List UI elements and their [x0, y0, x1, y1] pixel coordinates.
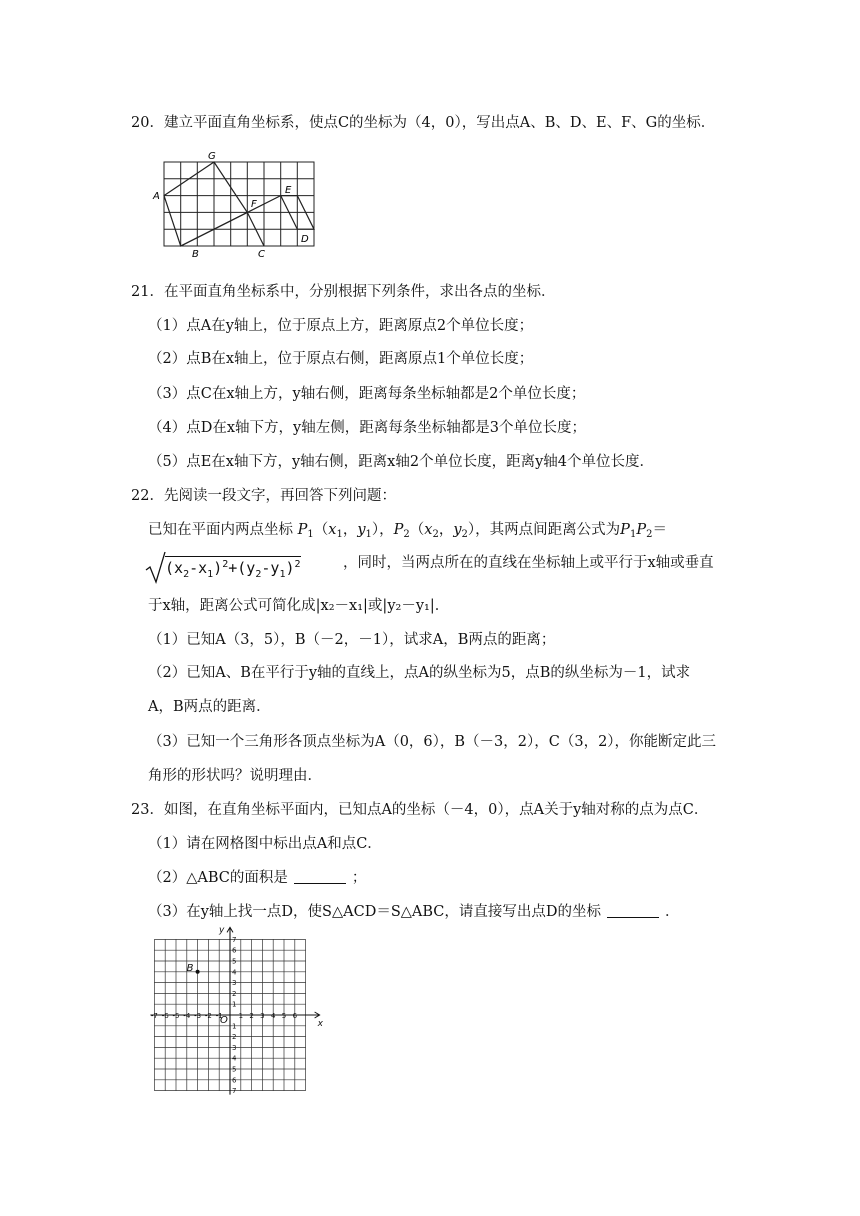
x-tick-label: 5 [281, 1012, 287, 1020]
y-tick-label: 4 [232, 1054, 237, 1063]
y-axis-label: y [219, 925, 225, 936]
q20-stem: 20．建立平面直角坐标系，使点C的坐标为（4，0），写出点A、B、D、E、F、G的坐标． [131, 115, 716, 131]
q23-item-2-text: （2）△ABC的面积是 [148, 870, 288, 886]
q21-item-3: （3）点C在x轴上方，y轴右侧，距离每条坐标轴都是2个单位长度； [148, 386, 586, 402]
q20-label-g: G [208, 151, 216, 162]
y-tick-label: 2 [232, 989, 237, 998]
point-b [196, 970, 200, 974]
y-tick-label: 7 [232, 935, 237, 944]
x-tick-label: -2 [204, 1012, 212, 1020]
q23-answer-blank-area[interactable] [294, 869, 346, 884]
origin-label: O [220, 1015, 228, 1026]
q22-intro-line1: 已知在平面内两点坐标 $P_1(x_1$，$y_1$），$P_2(x_2$，$y_2$），其两点间距离公式为$P_1P_2=$ [148, 522, 667, 540]
q22-intro-b: ，其两点间距离公式为 [475, 522, 621, 538]
q20-label-c: C [258, 249, 265, 260]
q20-label-f: F [251, 199, 257, 210]
q23-item-2 [148, 868, 366, 888]
q21-stem: 21．在平面直角坐标系中，分别根据下列条件，求出各点的坐标． [131, 284, 556, 300]
y-tick-label: 4 [232, 968, 237, 977]
x-tick-label: 2 [249, 1012, 254, 1020]
q20-label-e: E [285, 185, 292, 196]
x-tick-label: 1 [238, 1012, 244, 1020]
q23-stem: 23．如图，在直角坐标平面内，已知点A的坐标（－4，0），点A关于y轴对称的点为点C． [131, 802, 709, 818]
y-tick-label: 5 [232, 957, 237, 966]
q21-item-2: （2）点B在x轴上，位于原点右侧，距离原点1个单位长度； [148, 351, 534, 367]
q21-item-5: （5）点E在x轴下方，y轴右侧，距离x轴2个单位长度，距离y轴4个单位长度． [148, 454, 654, 470]
q21-item-1: （1）点A在y轴上，位于原点上方，距离原点2个单位长度； [148, 318, 534, 334]
q22-stem: 22．先阅读一段文字，再回答下列问题： [131, 488, 396, 504]
x-tick-label: -5 [172, 1012, 180, 1020]
y-tick-label: 1 [232, 1022, 237, 1031]
q21-item-4: （4）点D在x轴下方，y轴左侧，距离每条坐标轴都是3个单位长度； [148, 420, 586, 436]
x-tick-label: -7 [150, 1012, 158, 1020]
x-tick-label: 6 [292, 1012, 298, 1020]
y-tick-label: 6 [232, 946, 237, 955]
y-tick-label: 3 [232, 1043, 237, 1052]
q22-item-1: （1）已知A（3，5），B（－2，－1），试求A，B两点的距离； [148, 632, 556, 648]
q22-intro-c: ，同时，当两点所在的直线在坐标轴上或平行于x轴或垂直 [343, 555, 714, 571]
q22-intro-d: 于x轴，距离公式可简化成|x₂－x₁|或|y₂－y₁|． [148, 598, 450, 614]
q23-item-3 [148, 902, 680, 922]
q23-coordinate-grid [146, 925, 323, 1103]
y-tick-label: 1 [232, 1000, 237, 1009]
point-b-label: B [186, 962, 194, 974]
q20-label-b: B [192, 249, 199, 260]
q23-item-3-text: （3）在y轴上找一点D，使S△ACD＝S△ABC，请直接写出点D的坐标 [148, 904, 602, 920]
y-tick-label: 5 [232, 1065, 237, 1074]
y-tick-label: 7 [232, 1087, 237, 1096]
x-tick-label: 4 [270, 1012, 276, 1020]
q23-item-1: （1）请在网格图中标出点A和点C． [148, 836, 382, 852]
q23-item-2-tail: ； [351, 870, 367, 886]
y-tick-label: 6 [232, 1076, 237, 1085]
q22-item-2: （2）已知A、B在平行于y轴的直线上，点A的纵坐标为5，点B的纵坐标为－1，试求 [148, 665, 691, 681]
x-tick-label: -1 [215, 1012, 223, 1020]
x-tick-label: 3 [260, 1012, 265, 1020]
q22-item-3: （3）已知一个三角形各顶点坐标为A（0，6），B（－3，2），C（3，2），你能断定此三 [148, 734, 717, 750]
y-tick-label: 3 [232, 979, 237, 988]
q22-item-2-cont: A，B两点的距离． [148, 699, 271, 715]
x-tick-label: -4 [183, 1012, 191, 1020]
q23-answer-blank-point-d[interactable] [607, 903, 659, 918]
q23-item-3-tail: ． [665, 904, 680, 920]
q22-item-3-cont: 角形的形状吗？说明理由． [148, 768, 322, 784]
x-tick-label: -3 [194, 1012, 202, 1020]
q20-label-d: D [301, 234, 309, 245]
q20-grid-figure [150, 148, 320, 258]
q22-intro-a: 已知在平面内两点坐标 [148, 522, 293, 538]
y-tick-label: 2 [232, 1033, 237, 1042]
x-axis-label: x [317, 1019, 323, 1029]
q20-label-a: A [153, 191, 160, 202]
x-tick-label: -6 [161, 1012, 169, 1020]
